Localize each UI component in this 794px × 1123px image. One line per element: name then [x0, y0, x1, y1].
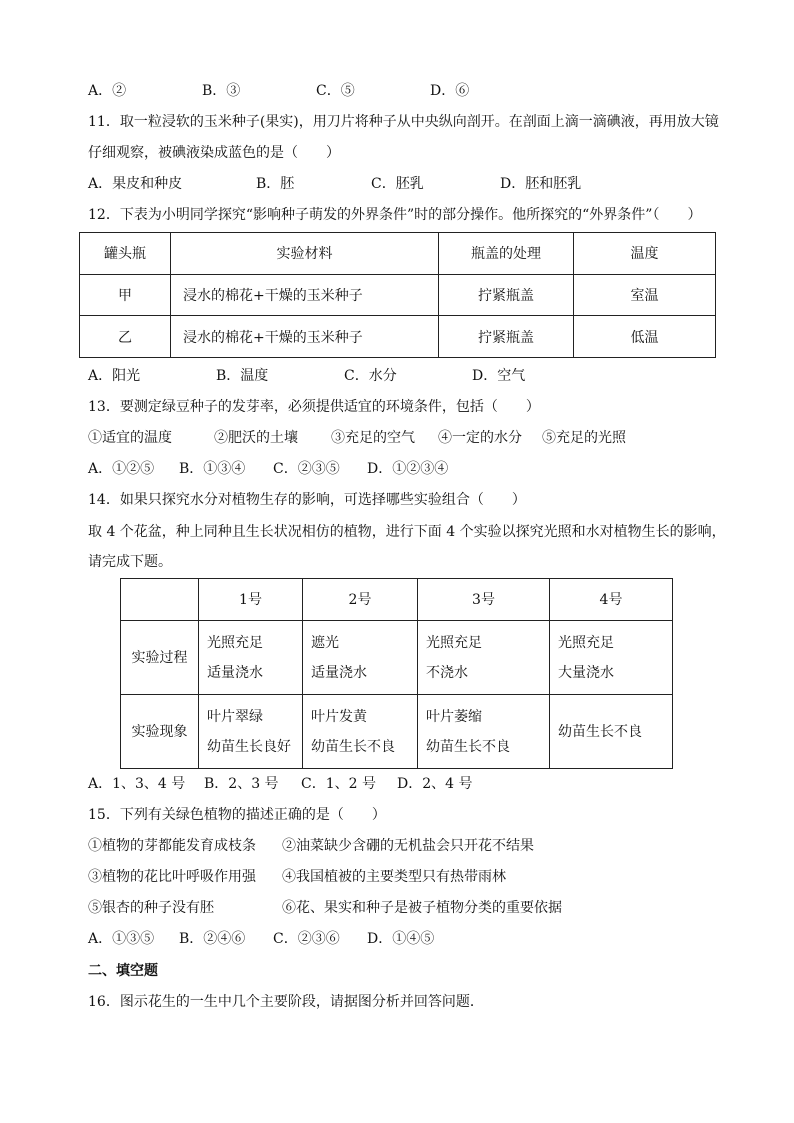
q14-cell — [550, 621, 673, 695]
q13-item: ①适宜的温度 — [88, 430, 172, 446]
q11-option-d: D．胚和胚乳 — [500, 176, 582, 192]
q14-option-c: C．1、2 号 — [301, 776, 376, 792]
q14-cell — [550, 695, 673, 769]
section-heading: 二、填空题 — [88, 963, 158, 979]
q14-row-label-process: 实验过程 — [121, 621, 199, 695]
q14-cell — [199, 695, 303, 769]
q13-item: ④一定的水分 — [438, 430, 522, 446]
q14-cell — [199, 621, 303, 695]
q14-cell-line: 叶片翠绿 — [207, 708, 263, 725]
q15-item: ⑤银杏的种子没有胚 — [88, 900, 214, 916]
q12-option-b: B．温度 — [216, 368, 269, 384]
q11-option-c: C．胚乳 — [371, 176, 424, 192]
q12-header-cell: 瓶盖的处理 — [439, 233, 574, 275]
q12-cell: 拧紧瓶盖 — [439, 274, 574, 316]
q12-cell: 乙 — [80, 316, 171, 358]
q14-cell-line: 幼苗生长不良 — [311, 738, 395, 755]
q12-option-d: D．空气 — [472, 368, 526, 384]
q14-cell-line: 光照充足 — [558, 634, 614, 651]
q13-item: ⑤充足的光照 — [542, 430, 626, 446]
q14-intro-line2: 请完成下题。 — [88, 554, 172, 570]
q12-cell: 甲 — [80, 274, 171, 316]
q12-option-a: A．阳光 — [88, 368, 141, 384]
q15-stem: 15．下列有关绿色植物的描述正确的是（ ） — [88, 807, 386, 823]
q14-cell-line: 遮光 — [311, 634, 339, 651]
q14-header-cell: 1号 — [199, 579, 303, 621]
q14-header-cell: 3号 — [418, 579, 550, 621]
q15-item: ②油菜缺少含硼的无机盐会只开花不结果 — [282, 838, 534, 854]
q12-header-cell: 实验材料 — [171, 233, 439, 275]
q14-stem: 14．如果只探究水分对植物生存的影响，可选择哪些实验组合（ ） — [88, 492, 526, 508]
q12-header-cell: 罐头瓶 — [80, 233, 171, 275]
q14-cell-line: 适量浇水 — [311, 664, 367, 681]
q12-stem: 12．下表为小明同学探究“影响种子萌发的外界条件”时的部分操作。他所探究的“外界条件”（ ） — [88, 207, 702, 223]
q10-option-c: C．⑤ — [316, 83, 355, 99]
q11-option-b: B．胚 — [256, 176, 295, 192]
q14-header-cell: 2号 — [303, 579, 418, 621]
q14-cell — [418, 695, 550, 769]
q12-option-c: C．水分 — [344, 368, 397, 384]
q13-option-a: A．①②⑤ — [88, 461, 155, 477]
q13-option-b: B．①③④ — [179, 461, 246, 477]
q12-table — [79, 232, 716, 358]
q11-option-a: A．果皮和种皮 — [88, 176, 183, 192]
q13-item: ②肥沃的土壤 — [214, 430, 298, 446]
q14-row-label-result: 实验现象 — [121, 695, 199, 769]
q15-item: ⑥花、果实和种子是被子植物分类的重要依据 — [282, 900, 562, 916]
q14-table — [120, 578, 673, 769]
q14-cell-line: 适量浇水 — [207, 664, 263, 681]
q14-cell-line: 大量浇水 — [558, 664, 614, 681]
q14-cell — [303, 695, 418, 769]
q14-cell-line: 幼苗生长不良 — [426, 738, 510, 755]
q14-option-a: A．1、3、4 号 — [88, 776, 186, 792]
q14-intro-line1: 取 4 个花盆，种上同种且生长状况相仿的植物，进行下面 4 个实验以探究光照和水对植物生长的影响， — [88, 524, 726, 540]
q16-stem: 16．图示花生的一生中几个主要阶段，请据图分析并回答问题． — [88, 994, 484, 1010]
q11-stem-line2: 仔细观察，被碘液染成蓝色的是（ ） — [88, 145, 340, 161]
q13-option-d: D．①②③④ — [367, 461, 449, 477]
q14-cell-line: 光照充足 — [426, 634, 482, 651]
q13-stem: 13．要测定绿豆种子的发芽率，必须提供适宜的环境条件，包括（ ） — [88, 399, 540, 415]
q15-option-d: D．①④⑤ — [367, 931, 435, 947]
q12-header-cell: 温度 — [574, 233, 716, 275]
q15-item: ④我国植被的主要类型只有热带雨林 — [282, 869, 506, 885]
q14-cell — [418, 621, 550, 695]
q12-cell: 低温 — [574, 316, 716, 358]
q14-cell-line: 光照充足 — [207, 634, 263, 651]
q12-cell: 浸水的棉花+干燥的玉米种子 — [171, 274, 439, 316]
q14-option-b: B．2、3 号 — [204, 776, 279, 792]
q10-option-d: D．⑥ — [430, 83, 470, 99]
q14-cell-line: 幼苗生长良好 — [207, 738, 291, 755]
q12-cell: 浸水的棉花+干燥的玉米种子 — [171, 316, 439, 358]
q12-cell: 拧紧瓶盖 — [439, 316, 574, 358]
q10-option-a: A．② — [88, 83, 127, 99]
q14-cell-line: 幼苗生长不良 — [558, 723, 642, 740]
q14-cell-line: 叶片萎缩 — [426, 708, 482, 725]
q14-header-cell: 4号 — [550, 579, 673, 621]
q15-item: ③植物的花比叶呼吸作用强 — [88, 869, 256, 885]
q15-option-a: A．①③⑤ — [88, 931, 155, 947]
q14-cell-line: 叶片发黄 — [311, 708, 367, 725]
q12-cell: 室温 — [574, 274, 716, 316]
q11-stem-line1: 11．取一粒浸软的玉米种子(果实)，用刀片将种子从中央纵向剖开。在剖面上滴一滴碘液，再用放大镜 — [88, 114, 719, 130]
q15-option-b: B．②④⑥ — [179, 931, 246, 947]
q14-header-cell — [121, 579, 199, 621]
q14-option-d: D．2、4 号 — [397, 776, 473, 792]
q13-option-c: C．②③⑤ — [273, 461, 340, 477]
q15-item: ①植物的芽都能发育成枝条 — [88, 838, 256, 854]
q15-option-c: C．②③⑥ — [273, 931, 340, 947]
q10-option-b: B．③ — [202, 83, 241, 99]
q14-cell — [303, 621, 418, 695]
q13-item: ③充足的空气 — [331, 430, 415, 446]
q14-cell-line: 不浇水 — [426, 664, 468, 681]
